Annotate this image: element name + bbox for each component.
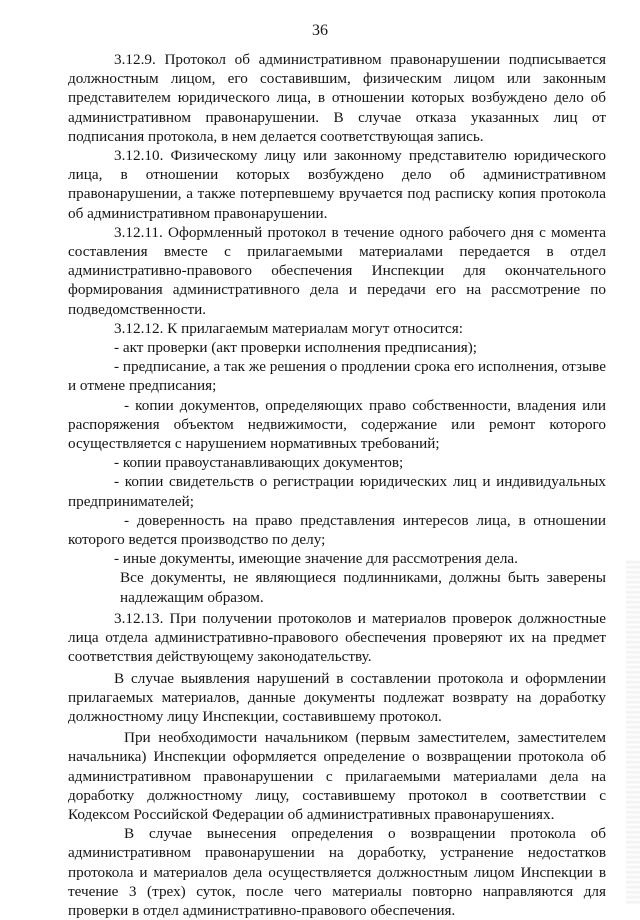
list-item: - предписание, а так же решения о продлении срока его исполнения, отзыве и отмене предписания; bbox=[68, 358, 606, 395]
paragraph-3-12-12: 3.12.12. К прилагаемым материалам могут относится: bbox=[114, 319, 463, 337]
list-item: - иные документы, имеющие значение для рассмотрения дела. bbox=[114, 550, 518, 568]
paragraph-correction-deadline: В случае вынесения определения о возвращении протокола об административном правонарушении на доработку, устранение недостатков протокола и материалов дела осуществляется должностным лицом Инспекции в течение 3 (трех) суток, после чего материалы повторно направляются для проверки в отдел административно-правового обеспечения. bbox=[68, 825, 606, 919]
list-item: - акт проверки (акт проверки исполнения предписания); bbox=[114, 339, 477, 357]
paragraph-violations: В случае выявления нарушений в составлении протокола и оформлении прилагаемых материалов, данные документы подлежат возврату на доработку должностному лицу Инспекции, составившему протокол. bbox=[68, 669, 606, 725]
document-body bbox=[68, 50, 606, 920]
page-number: 36 bbox=[312, 22, 328, 39]
list-item: - доверенность на право представления интересов лица, в отношении которого ведется производство по делу; bbox=[68, 511, 606, 549]
list-item: - копии правоустанавливающих документов; bbox=[114, 454, 404, 472]
list-item: - копии свидетельств о регистрации юридических лиц и индивидуальных предпринимателей; bbox=[68, 473, 606, 510]
scan-edge-noise bbox=[626, 560, 640, 905]
paragraph-return-definition: При необходимости начальником (первым заместителем, заместителем начальника) Инспекции оформляется определение о возвращении протокола об административном правонарушении с прилагаемыми материалами дела на доработку должностному лицу, составившему протокол в соответствии с Кодексом Российской Федерации об административных правонарушениях. bbox=[68, 729, 606, 823]
certification-note: Все документы, не являющиеся подлинниками, должны быть заверены надлежащим образом. bbox=[120, 569, 606, 606]
paragraph-3-12-13: 3.12.13. При получении протоколов и материалов проверок должностные лица отдела административно-правового обеспечения проверяют их на предмет соответствия действующему законодательству. bbox=[68, 609, 606, 666]
list-item: - копии документов, определяющих право собственности, владения или распоряжения объектом недвижимости, содержание или ремонт которого осуществляется с нарушением нормативных требований; bbox=[68, 396, 606, 453]
paragraph-3-12-11: 3.12.11. Оформленный протокол в течение одного рабочего дня с момента составления вместе с прилагаемыми материалами передается в отдел административно-правового обеспечения Инспекции для окончательного формирования административного дела и передачи его на рассмотрение по подведомственности. bbox=[68, 223, 606, 318]
paragraph-3-12-10: 3.12.10. Физическому лицу или законному представителю юридического лица, в отношении которых возбуждено дело об административном правонарушении, а также потерпевшему вручается под расписку копия протокола об административном правонарушении. bbox=[68, 147, 606, 222]
paragraph-3-12-9: 3.12.9. Протокол об административном правонарушении подписывается должностным лицом, его составившим, физическим лицом или законным представителем юридического лица, в отношении которых возбуждено дело об административном правонарушении. В случае отказа указанных лиц от подписания протокола, в нем делается соответствующая запись. bbox=[68, 51, 606, 145]
